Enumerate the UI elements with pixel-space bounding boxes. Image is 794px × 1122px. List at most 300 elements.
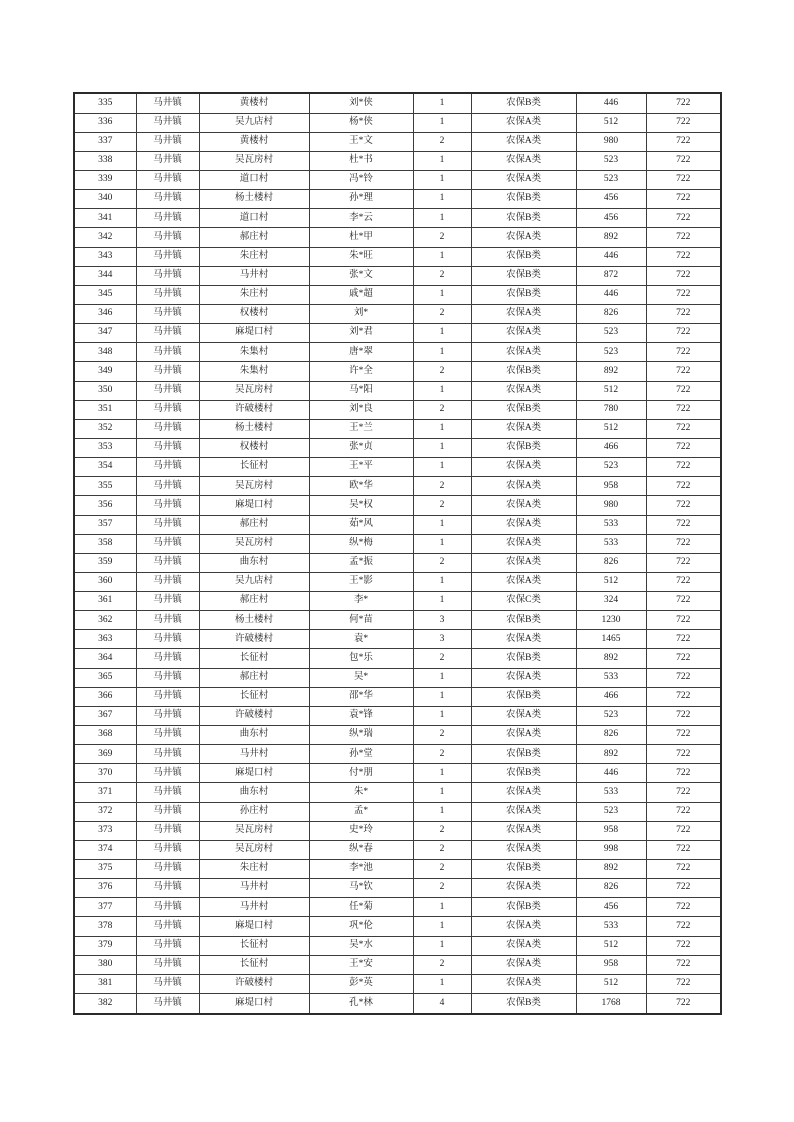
- cell-category: 农保B类: [471, 860, 576, 879]
- cell-category: 农保B类: [471, 400, 576, 419]
- cell-name: 张*贞: [309, 438, 413, 457]
- cell-standard: 722: [646, 611, 721, 630]
- cell-amount: 958: [576, 821, 646, 840]
- cell-amount: 512: [576, 572, 646, 591]
- cell-village: 黄楼村: [199, 93, 309, 113]
- cell-town: 马井镇: [136, 477, 199, 496]
- cell-amount: 980: [576, 496, 646, 515]
- cell-standard: 722: [646, 228, 721, 247]
- cell-standard: 722: [646, 726, 721, 745]
- cell-name: 袁*: [309, 630, 413, 649]
- cell-category: 农保A类: [471, 917, 576, 936]
- cell-name: 刘*良: [309, 400, 413, 419]
- cell-standard: 722: [646, 592, 721, 611]
- cell-amount: 512: [576, 974, 646, 993]
- table-row: [74, 592, 721, 611]
- cell-standard: 722: [646, 93, 721, 113]
- cell-seq: 375: [74, 860, 136, 879]
- cell-village: 曲东村: [199, 783, 309, 802]
- cell-category: 农保A类: [471, 381, 576, 400]
- cell-town: 马井镇: [136, 324, 199, 343]
- cell-town: 马井镇: [136, 879, 199, 898]
- cell-category: 农保A类: [471, 496, 576, 515]
- table-row: [74, 668, 721, 687]
- cell-village: 长征村: [199, 955, 309, 974]
- cell-seq: 359: [74, 553, 136, 572]
- cell-town: 马井镇: [136, 860, 199, 879]
- cell-name: 冯*铃: [309, 170, 413, 189]
- cell-category: 农保A类: [471, 170, 576, 189]
- cell-category: 农保A类: [471, 572, 576, 591]
- cell-village: 麻堤口村: [199, 994, 309, 1014]
- cell-count: 2: [413, 955, 471, 974]
- cell-town: 马井镇: [136, 419, 199, 438]
- cell-category: 农保B类: [471, 764, 576, 783]
- cell-standard: 722: [646, 324, 721, 343]
- cell-standard: 722: [646, 151, 721, 170]
- cell-count: 2: [413, 266, 471, 285]
- cell-village: 麻堤口村: [199, 496, 309, 515]
- cell-count: 1: [413, 113, 471, 132]
- table-row: [74, 400, 721, 419]
- cell-town: 马井镇: [136, 802, 199, 821]
- cell-name: 戚*超: [309, 285, 413, 304]
- cell-name: 王*安: [309, 955, 413, 974]
- table-row: [74, 764, 721, 783]
- cell-seq: 371: [74, 783, 136, 802]
- cell-name: 杜*甲: [309, 228, 413, 247]
- cell-category: 农保A类: [471, 343, 576, 362]
- cell-seq: 340: [74, 190, 136, 209]
- cell-village: 吴瓦房村: [199, 477, 309, 496]
- cell-name: 杨*侠: [309, 113, 413, 132]
- cell-category: 农保A类: [471, 840, 576, 859]
- cell-name: 袁*锋: [309, 706, 413, 725]
- cell-count: 1: [413, 381, 471, 400]
- cell-seq: 368: [74, 726, 136, 745]
- cell-category: 农保A类: [471, 706, 576, 725]
- cell-name: 何*苗: [309, 611, 413, 630]
- cell-amount: 892: [576, 860, 646, 879]
- cell-village: 许破楼村: [199, 400, 309, 419]
- cell-standard: 722: [646, 802, 721, 821]
- cell-standard: 722: [646, 190, 721, 209]
- cell-category: 农保A类: [471, 304, 576, 323]
- cell-amount: 826: [576, 304, 646, 323]
- cell-town: 马井镇: [136, 553, 199, 572]
- cell-count: 2: [413, 304, 471, 323]
- cell-amount: 466: [576, 438, 646, 457]
- cell-town: 马井镇: [136, 726, 199, 745]
- cell-village: 长征村: [199, 936, 309, 955]
- cell-name: 史*玲: [309, 821, 413, 840]
- cell-name: 巩*伦: [309, 917, 413, 936]
- cell-town: 马井镇: [136, 764, 199, 783]
- cell-name: 马*钦: [309, 879, 413, 898]
- table-row: [74, 190, 721, 209]
- cell-town: 马井镇: [136, 266, 199, 285]
- cell-standard: 722: [646, 936, 721, 955]
- cell-category: 农保A类: [471, 783, 576, 802]
- cell-name: 孟*: [309, 802, 413, 821]
- cell-standard: 722: [646, 860, 721, 879]
- cell-amount: 826: [576, 553, 646, 572]
- table-row: [74, 228, 721, 247]
- cell-count: 4: [413, 994, 471, 1014]
- cell-village: 长征村: [199, 458, 309, 477]
- cell-amount: 456: [576, 898, 646, 917]
- cell-amount: 523: [576, 151, 646, 170]
- cell-name: 包*乐: [309, 649, 413, 668]
- table-row: [74, 898, 721, 917]
- cell-town: 马井镇: [136, 438, 199, 457]
- cell-category: 农保A类: [471, 974, 576, 993]
- cell-standard: 722: [646, 974, 721, 993]
- cell-count: 1: [413, 190, 471, 209]
- cell-name: 李*云: [309, 209, 413, 228]
- cell-standard: 722: [646, 764, 721, 783]
- cell-seq: 343: [74, 247, 136, 266]
- cell-standard: 722: [646, 687, 721, 706]
- cell-name: 朱*旺: [309, 247, 413, 266]
- cell-category: 农保A类: [471, 955, 576, 974]
- cell-name: 吴*: [309, 668, 413, 687]
- cell-category: 农保A类: [471, 113, 576, 132]
- cell-amount: 826: [576, 726, 646, 745]
- cell-village: 麻堤口村: [199, 324, 309, 343]
- cell-name: 吴*水: [309, 936, 413, 955]
- cell-seq: 353: [74, 438, 136, 457]
- cell-village: 权楼村: [199, 304, 309, 323]
- cell-amount: 523: [576, 706, 646, 725]
- cell-town: 马井镇: [136, 151, 199, 170]
- cell-count: 2: [413, 132, 471, 151]
- cell-category: 农保B类: [471, 994, 576, 1014]
- cell-amount: 324: [576, 592, 646, 611]
- cell-amount: 892: [576, 362, 646, 381]
- cell-count: 2: [413, 821, 471, 840]
- cell-count: 1: [413, 802, 471, 821]
- cell-category: 农保A类: [471, 132, 576, 151]
- cell-seq: 361: [74, 592, 136, 611]
- cell-amount: 892: [576, 745, 646, 764]
- cell-seq: 379: [74, 936, 136, 955]
- table-row: [74, 477, 721, 496]
- cell-seq: 342: [74, 228, 136, 247]
- cell-seq: 348: [74, 343, 136, 362]
- cell-amount: 958: [576, 955, 646, 974]
- cell-seq: 354: [74, 458, 136, 477]
- cell-category: 农保A类: [471, 821, 576, 840]
- cell-seq: 373: [74, 821, 136, 840]
- cell-town: 马井镇: [136, 821, 199, 840]
- cell-village: 郝庄村: [199, 592, 309, 611]
- table-row: [74, 285, 721, 304]
- table-row: [74, 132, 721, 151]
- table-row: [74, 266, 721, 285]
- cell-category: 农保B类: [471, 190, 576, 209]
- cell-town: 马井镇: [136, 228, 199, 247]
- cell-town: 马井镇: [136, 93, 199, 113]
- cell-name: 孙*理: [309, 190, 413, 209]
- cell-category: 农保B类: [471, 93, 576, 113]
- cell-seq: 339: [74, 170, 136, 189]
- cell-village: 吴瓦房村: [199, 534, 309, 553]
- cell-amount: 533: [576, 917, 646, 936]
- cell-name: 王*平: [309, 458, 413, 477]
- cell-amount: 512: [576, 936, 646, 955]
- cell-name: 朱*: [309, 783, 413, 802]
- cell-seq: 341: [74, 209, 136, 228]
- cell-seq: 338: [74, 151, 136, 170]
- cell-village: 吴瓦房村: [199, 840, 309, 859]
- cell-name: 孙*堂: [309, 745, 413, 764]
- cell-amount: 980: [576, 132, 646, 151]
- cell-standard: 722: [646, 515, 721, 534]
- table-row: [74, 860, 721, 879]
- cell-standard: 722: [646, 821, 721, 840]
- table-row: [74, 745, 721, 764]
- cell-village: 麻堤口村: [199, 917, 309, 936]
- cell-village: 朱庄村: [199, 247, 309, 266]
- cell-seq: 346: [74, 304, 136, 323]
- cell-village: 许破楼村: [199, 974, 309, 993]
- cell-village: 曲东村: [199, 726, 309, 745]
- cell-name: 吴*权: [309, 496, 413, 515]
- cell-amount: 892: [576, 228, 646, 247]
- cell-town: 马井镇: [136, 132, 199, 151]
- cell-count: 1: [413, 458, 471, 477]
- cell-count: 1: [413, 936, 471, 955]
- cell-seq: 358: [74, 534, 136, 553]
- cell-name: 彭*英: [309, 974, 413, 993]
- cell-seq: 350: [74, 381, 136, 400]
- cell-name: 付*朋: [309, 764, 413, 783]
- cell-village: 吴瓦房村: [199, 151, 309, 170]
- cell-standard: 722: [646, 955, 721, 974]
- cell-count: 2: [413, 860, 471, 879]
- table-row: [74, 553, 721, 572]
- cell-amount: 456: [576, 190, 646, 209]
- cell-standard: 722: [646, 247, 721, 266]
- cell-amount: 512: [576, 113, 646, 132]
- cell-town: 马井镇: [136, 304, 199, 323]
- cell-amount: 533: [576, 783, 646, 802]
- cell-amount: 533: [576, 534, 646, 553]
- cell-category: 农保A类: [471, 151, 576, 170]
- table-row: [74, 170, 721, 189]
- cell-count: 1: [413, 438, 471, 457]
- cell-standard: 722: [646, 419, 721, 438]
- table-row: [74, 936, 721, 955]
- cell-count: 1: [413, 419, 471, 438]
- cell-count: 3: [413, 611, 471, 630]
- cell-count: 3: [413, 630, 471, 649]
- cell-category: 农保A类: [471, 553, 576, 572]
- table-row: [74, 324, 721, 343]
- cell-count: 1: [413, 209, 471, 228]
- cell-count: 1: [413, 764, 471, 783]
- cell-count: 1: [413, 170, 471, 189]
- cell-category: 农保B类: [471, 745, 576, 764]
- cell-seq: 356: [74, 496, 136, 515]
- cell-town: 马井镇: [136, 649, 199, 668]
- table-row: [74, 496, 721, 515]
- table-row: [74, 630, 721, 649]
- cell-seq: 382: [74, 994, 136, 1014]
- cell-name: 唐*翠: [309, 343, 413, 362]
- cell-seq: 337: [74, 132, 136, 151]
- cell-amount: 533: [576, 668, 646, 687]
- cell-category: 农保A类: [471, 726, 576, 745]
- table-row: [74, 649, 721, 668]
- cell-name: 邵*华: [309, 687, 413, 706]
- cell-standard: 722: [646, 917, 721, 936]
- table-row: [74, 994, 721, 1014]
- cell-town: 马井镇: [136, 400, 199, 419]
- cell-town: 马井镇: [136, 936, 199, 955]
- cell-seq: 345: [74, 285, 136, 304]
- cell-count: 1: [413, 687, 471, 706]
- cell-seq: 378: [74, 917, 136, 936]
- cell-town: 马井镇: [136, 343, 199, 362]
- cell-seq: 352: [74, 419, 136, 438]
- cell-name: 任*菊: [309, 898, 413, 917]
- cell-town: 马井镇: [136, 285, 199, 304]
- table-body: [74, 93, 721, 1014]
- cell-name: 王*文: [309, 132, 413, 151]
- cell-name: 马*阳: [309, 381, 413, 400]
- table-row: [74, 821, 721, 840]
- cell-town: 马井镇: [136, 496, 199, 515]
- table-row: [74, 362, 721, 381]
- cell-count: 1: [413, 898, 471, 917]
- table-row: [74, 783, 721, 802]
- cell-count: 1: [413, 592, 471, 611]
- cell-seq: 363: [74, 630, 136, 649]
- cell-standard: 722: [646, 840, 721, 859]
- cell-count: 1: [413, 706, 471, 725]
- cell-town: 马井镇: [136, 611, 199, 630]
- cell-village: 孙庄村: [199, 802, 309, 821]
- cell-village: 长征村: [199, 649, 309, 668]
- cell-seq: 335: [74, 93, 136, 113]
- cell-amount: 512: [576, 419, 646, 438]
- cell-category: 农保B类: [471, 209, 576, 228]
- cell-name: 纵*瑞: [309, 726, 413, 745]
- cell-count: 1: [413, 668, 471, 687]
- cell-town: 马井镇: [136, 955, 199, 974]
- cell-amount: 446: [576, 247, 646, 266]
- cell-category: 农保C类: [471, 592, 576, 611]
- cell-amount: 446: [576, 285, 646, 304]
- table-row: [74, 572, 721, 591]
- cell-town: 马井镇: [136, 381, 199, 400]
- cell-seq: 360: [74, 572, 136, 591]
- cell-category: 农保B类: [471, 362, 576, 381]
- cell-category: 农保A类: [471, 515, 576, 534]
- cell-standard: 722: [646, 783, 721, 802]
- cell-category: 农保A类: [471, 668, 576, 687]
- cell-town: 马井镇: [136, 706, 199, 725]
- cell-village: 长征村: [199, 687, 309, 706]
- cell-name: 王*兰: [309, 419, 413, 438]
- cell-standard: 722: [646, 553, 721, 572]
- cell-amount: 512: [576, 381, 646, 400]
- cell-village: 马井村: [199, 898, 309, 917]
- cell-town: 马井镇: [136, 917, 199, 936]
- cell-standard: 722: [646, 534, 721, 553]
- cell-seq: 351: [74, 400, 136, 419]
- cell-town: 马井镇: [136, 572, 199, 591]
- cell-seq: 369: [74, 745, 136, 764]
- cell-town: 马井镇: [136, 362, 199, 381]
- cell-town: 马井镇: [136, 247, 199, 266]
- cell-standard: 722: [646, 898, 721, 917]
- cell-village: 杨土楼村: [199, 190, 309, 209]
- cell-category: 农保A类: [471, 630, 576, 649]
- cell-category: 农保A类: [471, 458, 576, 477]
- cell-count: 1: [413, 343, 471, 362]
- cell-category: 农保B类: [471, 898, 576, 917]
- cell-standard: 722: [646, 113, 721, 132]
- cell-standard: 722: [646, 132, 721, 151]
- table-row: [74, 458, 721, 477]
- cell-standard: 722: [646, 381, 721, 400]
- cell-town: 马井镇: [136, 209, 199, 228]
- cell-village: 马井村: [199, 745, 309, 764]
- cell-standard: 722: [646, 706, 721, 725]
- cell-standard: 722: [646, 458, 721, 477]
- cell-standard: 722: [646, 362, 721, 381]
- cell-category: 农保A类: [471, 228, 576, 247]
- cell-seq: 380: [74, 955, 136, 974]
- cell-standard: 722: [646, 343, 721, 362]
- cell-standard: 722: [646, 745, 721, 764]
- cell-category: 农保B类: [471, 611, 576, 630]
- cell-standard: 722: [646, 209, 721, 228]
- cell-name: 茹*风: [309, 515, 413, 534]
- cell-standard: 722: [646, 304, 721, 323]
- cell-village: 麻堤口村: [199, 764, 309, 783]
- cell-standard: 722: [646, 285, 721, 304]
- cell-count: 2: [413, 477, 471, 496]
- cell-amount: 523: [576, 324, 646, 343]
- table-row: [74, 93, 721, 113]
- cell-seq: 355: [74, 477, 136, 496]
- cell-category: 农保A类: [471, 419, 576, 438]
- cell-village: 道口村: [199, 209, 309, 228]
- cell-town: 马井镇: [136, 668, 199, 687]
- cell-seq: 344: [74, 266, 136, 285]
- cell-amount: 533: [576, 515, 646, 534]
- cell-town: 马井镇: [136, 840, 199, 859]
- cell-count: 1: [413, 572, 471, 591]
- cell-town: 马井镇: [136, 630, 199, 649]
- cell-amount: 872: [576, 266, 646, 285]
- cell-amount: 523: [576, 458, 646, 477]
- cell-village: 曲东村: [199, 553, 309, 572]
- cell-amount: 446: [576, 93, 646, 113]
- cell-category: 农保B类: [471, 247, 576, 266]
- cell-seq: 372: [74, 802, 136, 821]
- cell-seq: 370: [74, 764, 136, 783]
- roster-table: [73, 92, 722, 1015]
- table-row: [74, 802, 721, 821]
- table-row: [74, 113, 721, 132]
- cell-name: 李*池: [309, 860, 413, 879]
- cell-count: 1: [413, 247, 471, 266]
